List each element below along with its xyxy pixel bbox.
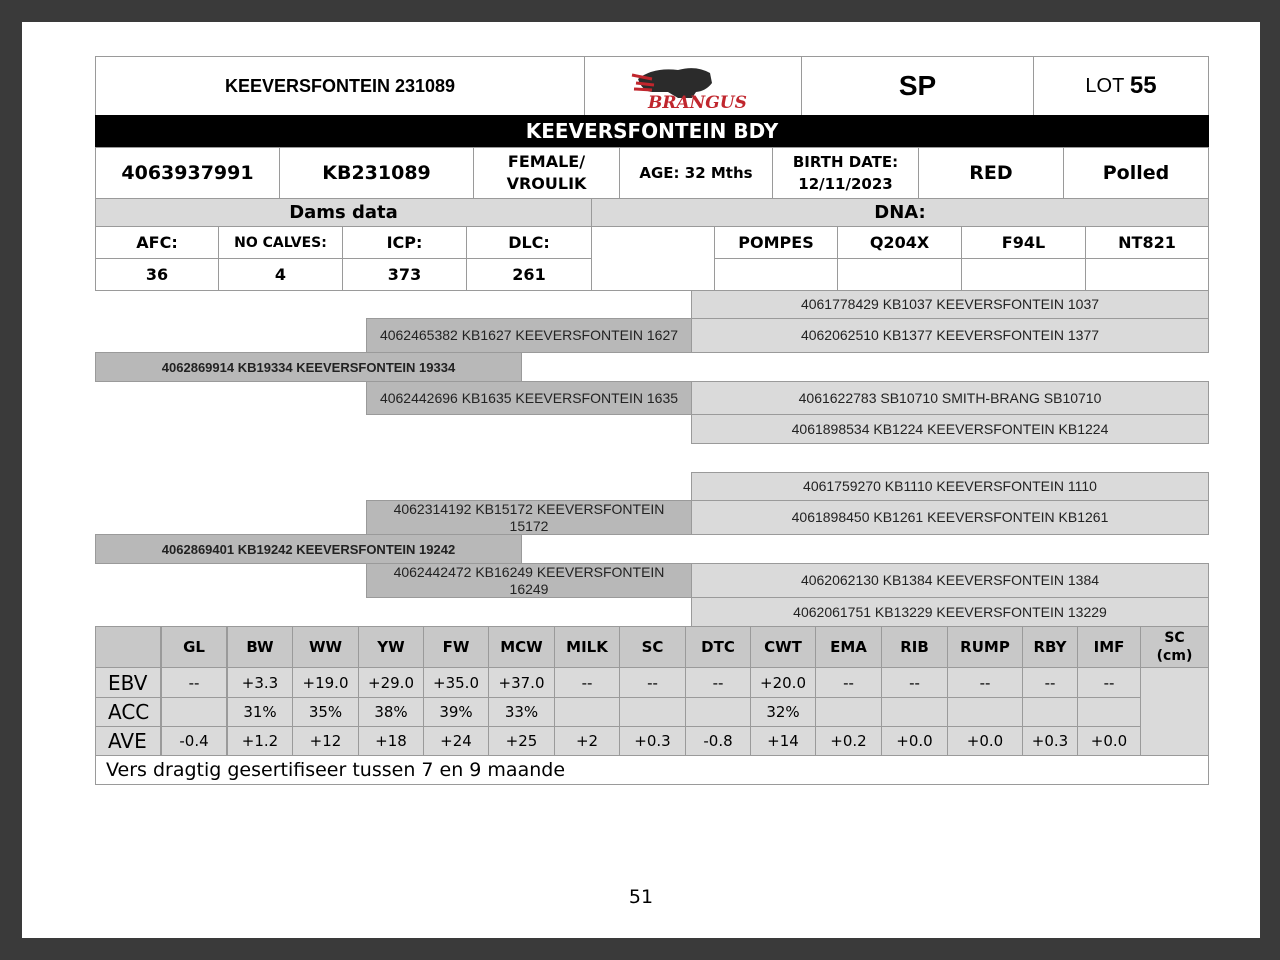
perf-cell-ave-rib: +0.0: [881, 726, 948, 756]
perf-cell-acc-milk: [554, 697, 620, 727]
bull-logo-icon: [618, 61, 768, 111]
lot-number: 55: [1129, 72, 1157, 99]
dna-header-f94l: F94L: [961, 226, 1086, 259]
perf-row-label-acc: ACC: [95, 697, 161, 727]
sex-cell: [473, 147, 620, 199]
herd-title-bar: KEEVERSFONTEIN BDY: [95, 115, 1209, 147]
catalogue-page: [22, 22, 1260, 938]
perf-cell-ebv-dtc: --: [685, 667, 751, 698]
dna-value-nt821: [1085, 258, 1209, 291]
birth-date-cell: [772, 147, 919, 199]
perf-cell-ebv-sc: --: [619, 667, 686, 698]
dlc-header: DLC:: [466, 226, 592, 259]
pedigree-dam-dam: 4062442472 KB16249 KEEVERSFONTEIN 16249: [366, 563, 692, 598]
perf-cell-ave-bw: +1.2: [227, 726, 293, 756]
pedigree-sire-dam-dam: 4061898534 KB1224 KEEVERSFONTEIN KB1224: [691, 414, 1209, 444]
perf-cell-acc-ww: 35%: [292, 697, 359, 727]
breed-code: SP: [801, 56, 1034, 116]
perf-cell-acc-fw: 39%: [423, 697, 489, 727]
perf-header-ema: EMA: [815, 626, 882, 668]
sex-line-2: VROULIK: [506, 174, 587, 193]
perf-cell-ave-ema: +0.2: [815, 726, 882, 756]
horn-status-cell: Polled: [1063, 147, 1209, 199]
pedigree-dam-sire: 4062314192 KB15172 KEEVERSFONTEIN 15172: [366, 500, 692, 535]
perf-cell-ave-fw: +24: [423, 726, 489, 756]
perf-header-dtc: DTC: [685, 626, 751, 668]
perf-cell-acc-bw: 31%: [227, 697, 293, 727]
no-calves-value: 4: [218, 258, 343, 291]
dna-title: DNA:: [591, 198, 1209, 227]
animal-name: KEEVERSFONTEIN 231089: [95, 56, 585, 116]
perf-cell-acc-rump: [947, 697, 1023, 727]
perf-header-sc: SC: [619, 626, 686, 668]
pedigree-sire-dam-sire: 4061622783 SB10710 SMITH-BRANG SB10710: [691, 381, 1209, 415]
perf-header-rby: RBY: [1022, 626, 1078, 668]
perf-header-yw: YW: [358, 626, 424, 668]
perf-cell-ebv-rby: --: [1022, 667, 1078, 698]
perf-cell-acc-gl: [161, 697, 227, 727]
perf-cell-ave-rby: +0.3: [1022, 726, 1078, 756]
pedigree-dam-dam-sire: 4062062130 KB1384 KEEVERSFONTEIN 1384: [691, 563, 1209, 598]
perf-sc-cm-values: [1140, 667, 1209, 756]
perf-cell-ebv-fw: +35.0: [423, 667, 489, 698]
pedigree-sire-sire-dam: 4062062510 KB1377 KEEVERSFONTEIN 1377: [691, 318, 1209, 353]
perf-cell-ebv-mcw: +37.0: [488, 667, 555, 698]
pedigree-sire-sire-sire: 4061778429 KB1037 KEEVERSFONTEIN 1037: [691, 290, 1209, 319]
brangus-logo: [584, 56, 802, 116]
perf-cell-acc-dtc: [685, 697, 751, 727]
perf-cell-acc-imf: [1077, 697, 1141, 727]
perf-cell-acc-rib: [881, 697, 948, 727]
dna-value-pompes: [714, 258, 838, 291]
pedigree-sire: 4062869914 KB19334 KEEVERSFONTEIN 19334: [95, 352, 522, 382]
perf-header-mcw: MCW: [488, 626, 555, 668]
pedigree-dam-dam-dam: 4062061751 KB13229 KEEVERSFONTEIN 13229: [691, 597, 1209, 627]
perf-cell-ebv-milk: --: [554, 667, 620, 698]
birth-date-value: 12/11/2023: [798, 175, 893, 193]
pregnancy-note: Vers dragtig gesertifiseer tussen 7 en 9 maande: [95, 755, 1209, 785]
perf-row-label-ave: AVE: [95, 726, 161, 756]
afc-header: AFC:: [95, 226, 219, 259]
lot-label: LOT: [1085, 74, 1125, 97]
logo-text: BRANGUS: [648, 93, 747, 111]
sc-cm-line-2: (cm): [1156, 648, 1193, 664]
perf-cell-ebv-ww: +19.0: [292, 667, 359, 698]
perf-header-sc-cm: [1140, 626, 1209, 668]
dna-header-pompes: POMPES: [714, 226, 838, 259]
perf-cell-ebv-rump: --: [947, 667, 1023, 698]
perf-header-ww: WW: [292, 626, 359, 668]
perf-cell-ebv-yw: +29.0: [358, 667, 424, 698]
perf-cell-acc-sc: [619, 697, 686, 727]
perf-cell-ave-gl: -0.4: [161, 726, 227, 756]
perf-header-gl: GL: [161, 626, 227, 668]
perf-header-fw: FW: [423, 626, 489, 668]
perf-header-imf: IMF: [1077, 626, 1141, 668]
perf-cell-ave-yw: +18: [358, 726, 424, 756]
perf-header-milk: MILK: [554, 626, 620, 668]
afc-value: 36: [95, 258, 219, 291]
perf-header-rump: RUMP: [947, 626, 1023, 668]
pedigree-dam-sire-sire: 4061759270 KB1110 KEEVERSFONTEIN 1110: [691, 472, 1209, 501]
perf-header-rib: RIB: [881, 626, 948, 668]
perf-cell-acc-mcw: 33%: [488, 697, 555, 727]
perf-cell-ebv-gl: --: [161, 667, 227, 698]
lot-cell: [1033, 56, 1209, 116]
perf-cell-ave-sc: +0.3: [619, 726, 686, 756]
dna-header-nt821: NT821: [1085, 226, 1209, 259]
age-cell: AGE: 32 Mths: [619, 147, 773, 199]
perf-cell-ave-cwt: +14: [750, 726, 816, 756]
pedigree-sire-sire: 4062465382 KB1627 KEEVERSFONTEIN 1627: [366, 318, 692, 353]
perf-cell-ave-imf: +0.0: [1077, 726, 1141, 756]
sex-line-1: FEMALE/: [507, 152, 586, 171]
pedigree-sire-dam: 4062442696 KB1635 KEEVERSFONTEIN 1635: [366, 381, 692, 415]
sc-cm-line-1: SC: [1164, 630, 1185, 646]
tag-number: KB231089: [279, 147, 474, 199]
pedigree-dam-sire-dam: 4061898450 KB1261 KEEVERSFONTEIN KB1261: [691, 500, 1209, 535]
perf-header-cwt: CWT: [750, 626, 816, 668]
perf-cell-acc-ema: [815, 697, 882, 727]
perf-cell-acc-rby: [1022, 697, 1078, 727]
perf-corner-cell: [95, 626, 161, 668]
perf-cell-ebv-rib: --: [881, 667, 948, 698]
dna-header-q204x: Q204X: [837, 226, 962, 259]
perf-cell-acc-cwt: 32%: [750, 697, 816, 727]
perf-cell-ave-rump: +0.0: [947, 726, 1023, 756]
pedigree-dam: 4062869401 KB19242 KEEVERSFONTEIN 19242: [95, 534, 522, 564]
perf-cell-ebv-bw: +3.3: [227, 667, 293, 698]
perf-row-label-ebv: EBV: [95, 667, 161, 698]
registration-number: 4063937991: [95, 147, 280, 199]
page-number: 51: [628, 886, 654, 908]
perf-cell-ave-mcw: +25: [488, 726, 555, 756]
perf-cell-ave-milk: +2: [554, 726, 620, 756]
perf-header-bw: BW: [227, 626, 293, 668]
icp-header: ICP:: [342, 226, 467, 259]
icp-value: 373: [342, 258, 467, 291]
no-calves-header: NO CALVES:: [218, 226, 343, 259]
perf-cell-ave-dtc: -0.8: [685, 726, 751, 756]
perf-cell-ebv-cwt: +20.0: [750, 667, 816, 698]
perf-cell-ave-ww: +12: [292, 726, 359, 756]
perf-cell-ebv-ema: --: [815, 667, 882, 698]
dna-value-q204x: [837, 258, 962, 291]
dna-spacer-cell: [591, 226, 715, 291]
perf-cell-ebv-imf: --: [1077, 667, 1141, 698]
perf-cell-acc-yw: 38%: [358, 697, 424, 727]
dna-value-f94l: [961, 258, 1086, 291]
colour-cell: RED: [918, 147, 1064, 199]
dlc-value: 261: [466, 258, 592, 291]
dams-data-title: Dams data: [95, 198, 592, 227]
birth-date-label: BIRTH DATE:: [792, 153, 899, 171]
